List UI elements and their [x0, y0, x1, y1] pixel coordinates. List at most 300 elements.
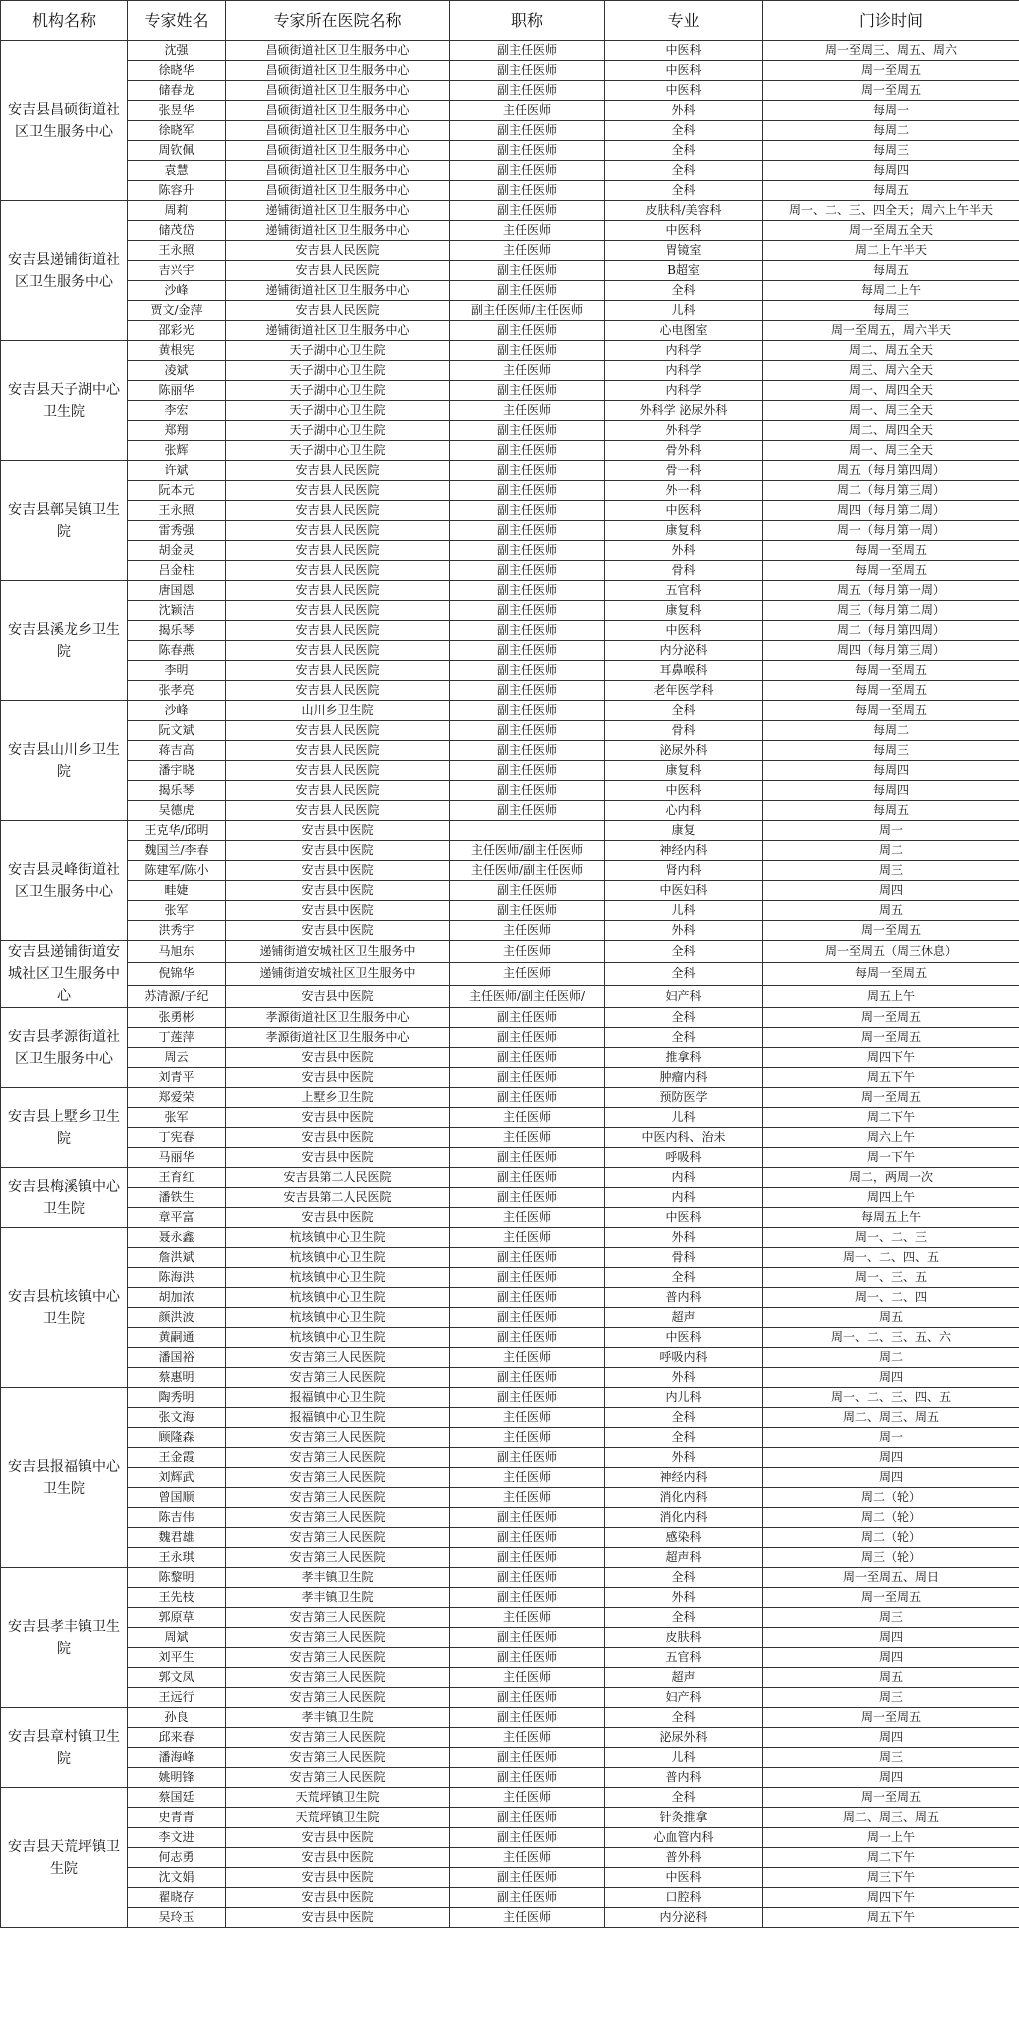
expert-name-cell: 沙峰 — [128, 701, 226, 721]
specialty-cell: 全科 — [605, 1608, 763, 1628]
expert-name-cell: 聂永鑫 — [128, 1228, 226, 1248]
clinic-time-cell: 周四上午 — [763, 1188, 1019, 1208]
clinic-time-cell: 周一、二、三、四、五 — [763, 1388, 1019, 1408]
hospital-cell: 递铺街道安城社区卫生服务中 — [226, 963, 450, 985]
title-cell: 副主任医师 — [450, 1068, 605, 1088]
clinic-time-cell: 周四 — [763, 1468, 1019, 1488]
clinic-time-cell: 周四（每月第二周） — [763, 501, 1019, 521]
institution-name: 安吉县报福镇中心卫生院 — [1, 1388, 128, 1568]
expert-name-cell: 刘辉武 — [128, 1468, 226, 1488]
specialty-cell: 全科 — [605, 161, 763, 181]
specialty-cell: 中医内科、治未 — [605, 1128, 763, 1148]
specialty-cell: 心内科 — [605, 801, 763, 821]
title-cell: 副主任医师 — [450, 161, 605, 181]
clinic-time-cell: 周一、三、五 — [763, 1268, 1019, 1288]
table-row — [1, 161, 1019, 181]
clinic-time-cell: 每周四 — [763, 781, 1019, 801]
specialty-cell: 全科 — [605, 281, 763, 301]
header-clinic-time: 门诊时间 — [763, 1, 1019, 41]
table-row — [1, 1528, 1019, 1548]
hospital-cell: 昌硕街道社区卫生服务中心 — [226, 101, 450, 121]
specialty-cell: 感染科 — [605, 1528, 763, 1548]
hospital-cell: 递铺街道社区卫生服务中心 — [226, 221, 450, 241]
hospital-cell: 安吉县人民医院 — [226, 741, 450, 761]
clinic-time-cell: 周四 — [763, 1728, 1019, 1748]
expert-name-cell: 阮文斌 — [128, 721, 226, 741]
institution-name: 安吉县灵峰街道社区卫生服务中心 — [1, 821, 128, 941]
clinic-time-cell: 周三 — [763, 1608, 1019, 1628]
clinic-time-cell: 周五 — [763, 1668, 1019, 1688]
table-row — [1, 61, 1019, 81]
expert-name-cell: 王永琪 — [128, 1548, 226, 1568]
specialty-cell: 中医科 — [605, 781, 763, 801]
institution-name: 安吉县梅溪镇中心卫生院 — [1, 1168, 128, 1228]
expert-name-cell: 詹洪斌 — [128, 1248, 226, 1268]
table-row — [1, 221, 1019, 241]
specialty-cell: 儿科 — [605, 301, 763, 321]
specialty-cell: 呼吸内科 — [605, 1348, 763, 1368]
specialty-cell: 康复科 — [605, 761, 763, 781]
institution-name: 安吉县天荒坪镇卫生院 — [1, 1788, 128, 1928]
specialty-cell: 推拿科 — [605, 1048, 763, 1068]
title-cell: 副主任医师 — [450, 341, 605, 361]
table-row — [1, 1828, 1019, 1848]
title-cell: 副主任医师 — [450, 701, 605, 721]
title-cell: 主任医师/副主任医师 — [450, 841, 605, 861]
table-row — [1, 1048, 1019, 1068]
expert-name-cell: 储春龙 — [128, 81, 226, 101]
expert-name-cell: 苏清源/子纪 — [128, 985, 226, 1007]
specialty-cell: 内儿科 — [605, 1388, 763, 1408]
specialty-cell: 中医科 — [605, 1868, 763, 1888]
title-cell: 主任医师 — [450, 1228, 605, 1248]
table-row — [1, 361, 1019, 381]
hospital-cell: 安吉县中医院 — [226, 901, 450, 921]
title-cell: 主任医师 — [450, 1208, 605, 1228]
clinic-time-cell: 每周一 — [763, 101, 1019, 121]
table-row — [1, 1728, 1019, 1748]
table-row — [1, 1128, 1019, 1148]
hospital-cell: 天子湖中心卫生院 — [226, 401, 450, 421]
clinic-time-cell: 周五下午 — [763, 1908, 1019, 1928]
clinic-time-cell: 周一、周四全天 — [763, 381, 1019, 401]
table-row — [1, 1368, 1019, 1388]
clinic-time-cell: 周二（轮） — [763, 1488, 1019, 1508]
hospital-cell: 安吉第三人民医院 — [226, 1428, 450, 1448]
specialty-cell: 全科 — [605, 1708, 763, 1728]
header-hospital: 专家所在医院名称 — [226, 1, 450, 41]
hospital-cell: 天子湖中心卫生院 — [226, 441, 450, 461]
clinic-time-cell: 周二 — [763, 1348, 1019, 1368]
clinic-time-cell: 周一至周五 — [763, 1008, 1019, 1028]
expert-name-cell: 颜洪波 — [128, 1308, 226, 1328]
expert-name-cell: 顾隆森 — [128, 1428, 226, 1448]
specialty-cell: 针灸推拿 — [605, 1808, 763, 1828]
expert-name-cell: 周云 — [128, 1048, 226, 1068]
table-row — [1, 101, 1019, 121]
header-institution: 机构名称 — [1, 1, 128, 41]
clinic-time-cell: 周二下午 — [763, 1108, 1019, 1128]
clinic-time-cell: 周六上午 — [763, 1128, 1019, 1148]
title-cell: 副主任医师 — [450, 1048, 605, 1068]
title-cell: 副主任医师 — [450, 141, 605, 161]
expert-name-cell: 蔡国廷 — [128, 1788, 226, 1808]
specialty-cell: 妇产科 — [605, 985, 763, 1007]
institution-name: 安吉县溪龙乡卫生院 — [1, 581, 128, 701]
title-cell: 副主任医师 — [450, 1248, 605, 1268]
expert-name-cell: 王育红 — [128, 1168, 226, 1188]
table-row — [1, 1028, 1019, 1048]
expert-name-cell: 黄嗣通 — [128, 1328, 226, 1348]
title-cell: 主任医师/副主任医师 — [450, 861, 605, 881]
title-cell: 副主任医师 — [450, 1808, 605, 1828]
specialty-cell: 儿科 — [605, 1108, 763, 1128]
hospital-cell: 安吉县人民医院 — [226, 661, 450, 681]
title-cell: 副主任医师 — [450, 121, 605, 141]
hospital-cell: 安吉县人民医院 — [226, 601, 450, 621]
clinic-time-cell: 周一、周三全天 — [763, 401, 1019, 421]
expert-name-cell: 史青青 — [128, 1808, 226, 1828]
expert-name-cell: 凌斌 — [128, 361, 226, 381]
title-cell: 副主任医师 — [450, 801, 605, 821]
hospital-cell: 安吉县人民医院 — [226, 781, 450, 801]
clinic-time-cell: 每周一至周五 — [763, 561, 1019, 581]
hospital-cell: 安吉县人民医院 — [226, 641, 450, 661]
title-cell: 副主任医师 — [450, 1708, 605, 1728]
clinic-time-cell: 周一、二、三、五、六 — [763, 1328, 1019, 1348]
clinic-time-cell: 每周一至周五 — [763, 681, 1019, 701]
specialty-cell: 中医科 — [605, 81, 763, 101]
expert-name-cell: 马旭东 — [128, 941, 226, 963]
hospital-cell: 孝丰镇卫生院 — [226, 1588, 450, 1608]
clinic-time-cell: 每周一至周五 — [763, 541, 1019, 561]
header-row — [1, 1, 1019, 41]
hospital-cell: 安吉县中医院 — [226, 1128, 450, 1148]
table-row — [1, 281, 1019, 301]
table-row — [1, 681, 1019, 701]
title-cell: 主任医师 — [450, 101, 605, 121]
hospital-cell: 天子湖中心卫生院 — [226, 421, 450, 441]
hospital-cell: 安吉第三人民医院 — [226, 1468, 450, 1488]
hospital-cell: 安吉第三人民医院 — [226, 1608, 450, 1628]
expert-name-cell: 潘国裕 — [128, 1348, 226, 1368]
hospital-cell: 递铺街道社区卫生服务中心 — [226, 201, 450, 221]
title-cell: 主任医师 — [450, 1488, 605, 1508]
clinic-time-cell: 周一至周五全天 — [763, 221, 1019, 241]
clinic-time-cell: 每周二上午 — [763, 281, 1019, 301]
hospital-cell: 安吉县第二人民医院 — [226, 1188, 450, 1208]
specialty-cell: 内科学 — [605, 381, 763, 401]
hospital-cell: 昌硕街道社区卫生服务中心 — [226, 161, 450, 181]
expert-name-cell: 曾国顺 — [128, 1488, 226, 1508]
hospital-cell: 安吉第三人民医院 — [226, 1368, 450, 1388]
table-row — [1, 141, 1019, 161]
specialty-cell: 老年医学科 — [605, 681, 763, 701]
specialty-cell: 中医科 — [605, 41, 763, 61]
clinic-time-cell: 每周二 — [763, 721, 1019, 741]
clinic-time-cell: 周二 — [763, 841, 1019, 861]
expert-name-cell: 王金霞 — [128, 1448, 226, 1468]
clinic-time-cell: 周二、周三、周五 — [763, 1408, 1019, 1428]
title-cell: 主任医师 — [450, 241, 605, 261]
clinic-time-cell: 周一至周三、周五、周六 — [763, 41, 1019, 61]
table-row — [1, 781, 1019, 801]
specialty-cell: 妇产科 — [605, 1688, 763, 1708]
title-cell: 副主任医师 — [450, 1828, 605, 1848]
title-cell: 主任医师 — [450, 1468, 605, 1488]
table-row — [1, 121, 1019, 141]
expert-name-cell: 陶秀明 — [128, 1388, 226, 1408]
institution-name: 安吉县章村镇卫生院 — [1, 1708, 128, 1788]
specialty-cell: 普外科 — [605, 1848, 763, 1868]
expert-name-cell: 王克华/邱明 — [128, 821, 226, 841]
expert-name-cell: 刘平生 — [128, 1648, 226, 1668]
specialty-cell: 全科 — [605, 1568, 763, 1588]
hospital-cell: 安吉第三人民医院 — [226, 1688, 450, 1708]
expert-name-cell: 胡金灵 — [128, 541, 226, 561]
title-cell: 副主任医师 — [450, 1148, 605, 1168]
clinic-time-cell: 周一至周五 — [763, 1708, 1019, 1728]
specialty-cell: 泌尿外科 — [605, 1728, 763, 1748]
specialty-cell: 全科 — [605, 1268, 763, 1288]
table-row — [1, 901, 1019, 921]
specialty-cell: 普内科 — [605, 1768, 763, 1788]
expert-name-cell: 周莉 — [128, 201, 226, 221]
hospital-cell: 安吉第三人民医院 — [226, 1668, 450, 1688]
specialty-cell: 全科 — [605, 181, 763, 201]
table-row — [1, 1068, 1019, 1088]
hospital-cell: 安吉县中医院 — [226, 861, 450, 881]
table-row — [1, 861, 1019, 881]
institution-name: 安吉县鄣吴镇卫生院 — [1, 461, 128, 581]
institution-name: 安吉县天子湖中心卫生院 — [1, 341, 128, 461]
title-cell: 副主任医师 — [450, 501, 605, 521]
table-row — [1, 1448, 1019, 1468]
clinic-time-cell: 周一至周五 — [763, 1588, 1019, 1608]
expert-name-cell: 潘铁生 — [128, 1188, 226, 1208]
hospital-cell: 安吉第三人民医院 — [226, 1648, 450, 1668]
hospital-cell: 安吉县人民医院 — [226, 721, 450, 741]
title-cell: 副主任医师 — [450, 1688, 605, 1708]
expert-name-cell: 雷秀强 — [128, 521, 226, 541]
specialty-cell: 儿科 — [605, 1748, 763, 1768]
expert-name-cell: 蒋吉高 — [128, 741, 226, 761]
hospital-cell: 安吉县中医院 — [226, 985, 450, 1007]
title-cell: 副主任医师 — [450, 1368, 605, 1388]
specialty-cell: 康复 — [605, 821, 763, 841]
hospital-cell: 杭垓镇中心卫生院 — [226, 1228, 450, 1248]
clinic-time-cell: 周一、二、四、五 — [763, 1248, 1019, 1268]
specialty-cell: 外科 — [605, 1588, 763, 1608]
expert-name-cell: 徐晓军 — [128, 121, 226, 141]
title-cell: 副主任医师 — [450, 661, 605, 681]
expert-name-cell: 袁慧 — [128, 161, 226, 181]
title-cell: 主任医师 — [450, 941, 605, 963]
specialty-cell: 神经内科 — [605, 841, 763, 861]
clinic-time-cell: 周一上午 — [763, 1828, 1019, 1848]
clinic-time-cell: 每周三 — [763, 141, 1019, 161]
expert-name-cell: 李宏 — [128, 401, 226, 421]
table-row — [1, 501, 1019, 521]
table-row — [1, 481, 1019, 501]
clinic-time-cell: 周二（轮） — [763, 1528, 1019, 1548]
clinic-time-cell: 周五（每月第一周） — [763, 581, 1019, 601]
title-cell: 副主任医师 — [450, 1028, 605, 1048]
title-cell: 主任医师 — [450, 1348, 605, 1368]
table-row — [1, 81, 1019, 101]
clinic-time-cell: 周三、周六全天 — [763, 361, 1019, 381]
table-row — [1, 1408, 1019, 1428]
table-row — [1, 581, 1019, 601]
hospital-cell: 孝丰镇卫生院 — [226, 1708, 450, 1728]
hospital-cell: 安吉县中医院 — [226, 1208, 450, 1228]
hospital-cell: 安吉县中医院 — [226, 1068, 450, 1088]
clinic-time-cell: 周一下午 — [763, 1148, 1019, 1168]
specialty-cell: 五官科 — [605, 581, 763, 601]
table-row — [1, 1588, 1019, 1608]
specialty-cell: 外科 — [605, 1228, 763, 1248]
specialty-cell: 皮肤科/美容科 — [605, 201, 763, 221]
specialty-cell: 中医科 — [605, 621, 763, 641]
clinic-time-cell: 周二、周五全天 — [763, 341, 1019, 361]
specialty-cell: 中医科 — [605, 1328, 763, 1348]
expert-name-cell: 张勇彬 — [128, 1008, 226, 1028]
specialty-cell: 康复科 — [605, 521, 763, 541]
title-cell: 副主任医师 — [450, 681, 605, 701]
title-cell: 主任医师 — [450, 1428, 605, 1448]
institution-name: 安吉县杭垓镇中心卫生院 — [1, 1228, 128, 1388]
expert-name-cell: 洪秀宇 — [128, 921, 226, 941]
hospital-cell: 安吉第三人民医院 — [226, 1728, 450, 1748]
clinic-time-cell: 周四下午 — [763, 1048, 1019, 1068]
hospital-cell: 安吉县人民医院 — [226, 541, 450, 561]
hospital-cell: 安吉第三人民医院 — [226, 1508, 450, 1528]
title-cell: 主任医师/副主任医师/ — [450, 985, 605, 1007]
title-cell: 副主任医师 — [450, 1528, 605, 1548]
specialty-cell: 胃镜室 — [605, 241, 763, 261]
table-row — [1, 601, 1019, 621]
title-cell: 副主任医师 — [450, 1268, 605, 1288]
specialty-cell: 骨外科 — [605, 441, 763, 461]
table-row — [1, 1108, 1019, 1128]
specialty-cell: 全科 — [605, 1788, 763, 1808]
expert-name-cell: 周斌 — [128, 1628, 226, 1648]
title-cell: 副主任医师 — [450, 521, 605, 541]
specialty-cell: 泌尿外科 — [605, 741, 763, 761]
specialty-cell: 中医科 — [605, 1208, 763, 1228]
title-cell: 主任医师 — [450, 1908, 605, 1928]
clinic-time-cell: 每周一至周五 — [763, 701, 1019, 721]
hospital-cell: 安吉县人民医院 — [226, 801, 450, 821]
clinic-time-cell: 周一至周五 — [763, 1088, 1019, 1108]
expert-name-cell: 吉兴宇 — [128, 261, 226, 281]
hospital-cell: 安吉县人民医院 — [226, 621, 450, 641]
expert-name-cell: 潘海峰 — [128, 1748, 226, 1768]
table-row — [1, 1348, 1019, 1368]
title-cell: 副主任医师 — [450, 1288, 605, 1308]
clinic-time-cell: 周四 — [763, 1768, 1019, 1788]
title-cell: 副主任医师 — [450, 1168, 605, 1188]
title-cell: 副主任医师 — [450, 441, 605, 461]
title-cell: 副主任医师 — [450, 481, 605, 501]
title-cell: 主任医师 — [450, 1668, 605, 1688]
specialty-cell: 外科 — [605, 1448, 763, 1468]
expert-name-cell: 张军 — [128, 901, 226, 921]
title-cell: 副主任医师 — [450, 641, 605, 661]
hospital-cell: 安吉县人民医院 — [226, 461, 450, 481]
hospital-cell: 杭垓镇中心卫生院 — [226, 1288, 450, 1308]
hospital-cell: 安吉县人民医院 — [226, 481, 450, 501]
hospital-cell: 安吉县人民医院 — [226, 501, 450, 521]
expert-name-cell: 贾文/金萍 — [128, 301, 226, 321]
specialty-cell: 消化内科 — [605, 1508, 763, 1528]
title-cell: 副主任医师 — [450, 1768, 605, 1788]
clinic-time-cell: 周一至周五 — [763, 81, 1019, 101]
clinic-time-cell: 周四 — [763, 1648, 1019, 1668]
specialty-cell: 内科 — [605, 1188, 763, 1208]
expert-name-cell: 马丽华 — [128, 1148, 226, 1168]
title-cell: 主任医师 — [450, 921, 605, 941]
table-row — [1, 801, 1019, 821]
table-row — [1, 1868, 1019, 1888]
clinic-time-cell: 周一、二、三、四全天；周六上午半天 — [763, 201, 1019, 221]
hospital-cell: 安吉县中医院 — [226, 1828, 450, 1848]
clinic-time-cell: 周三 — [763, 861, 1019, 881]
clinic-time-cell: 周五上午 — [763, 985, 1019, 1007]
hospital-cell: 安吉县第二人民医院 — [226, 1168, 450, 1188]
table-row — [1, 401, 1019, 421]
hospital-cell: 安吉县中医院 — [226, 1148, 450, 1168]
specialty-cell: 外科学 — [605, 421, 763, 441]
table-row — [1, 721, 1019, 741]
expert-name-cell: 陈建军/陈小 — [128, 861, 226, 881]
title-cell: 副主任医师 — [450, 1588, 605, 1608]
hospital-cell: 安吉县人民医院 — [226, 581, 450, 601]
hospital-cell: 天荒坪镇卫生院 — [226, 1788, 450, 1808]
clinic-time-cell: 每周四 — [763, 761, 1019, 781]
expert-name-cell: 沈强 — [128, 41, 226, 61]
title-cell: 主任医师 — [450, 1108, 605, 1128]
table-row — [1, 1808, 1019, 1828]
table-row — [1, 521, 1019, 541]
table-row — [1, 1908, 1019, 1928]
table-row — [1, 321, 1019, 341]
title-cell: 副主任医师 — [450, 1548, 605, 1568]
expert-name-cell: 许斌 — [128, 461, 226, 481]
table-row — [1, 1888, 1019, 1908]
specialty-cell: 消化内科 — [605, 1488, 763, 1508]
title-cell: 主任医师 — [450, 1608, 605, 1628]
expert-name-cell: 沙峰 — [128, 281, 226, 301]
specialty-cell: 中医科 — [605, 61, 763, 81]
expert-name-cell: 陈海洪 — [128, 1268, 226, 1288]
expert-name-cell: 邱来春 — [128, 1728, 226, 1748]
clinic-time-cell: 周四 — [763, 1368, 1019, 1388]
clinic-time-cell: 周二（每月第四周） — [763, 621, 1019, 641]
title-cell: 副主任医师 — [450, 61, 605, 81]
specialty-cell: 康复科 — [605, 601, 763, 621]
expert-name-cell: 畦婕 — [128, 881, 226, 901]
specialty-cell: 内科学 — [605, 361, 763, 381]
expert-name-cell: 张昱华 — [128, 101, 226, 121]
table-row — [1, 821, 1019, 841]
specialty-cell: 骨科 — [605, 721, 763, 741]
specialty-cell: 皮肤科 — [605, 1628, 763, 1648]
hospital-cell: 杭垓镇中心卫生院 — [226, 1248, 450, 1268]
specialty-cell: 心电图室 — [605, 321, 763, 341]
hospital-cell: 安吉县人民医院 — [226, 681, 450, 701]
table-row — [1, 1848, 1019, 1868]
